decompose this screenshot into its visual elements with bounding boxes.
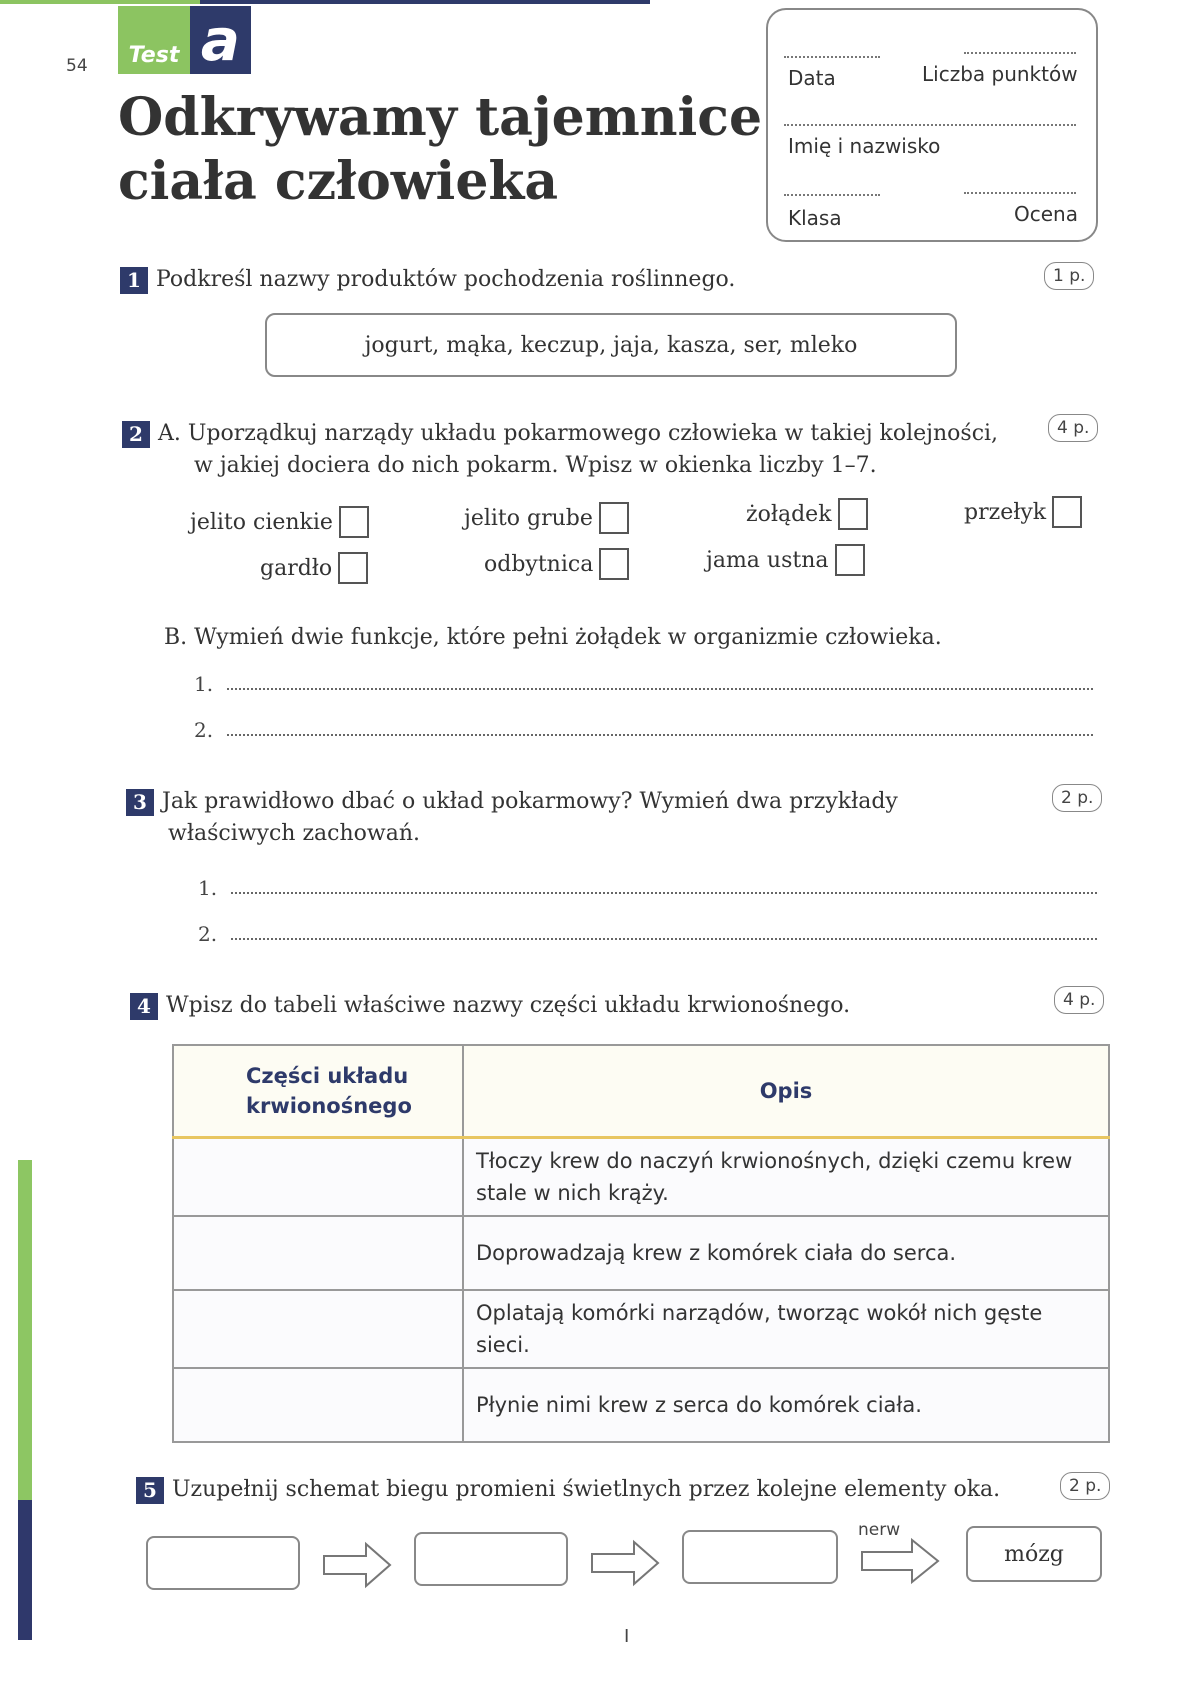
task-4-number: 4 [130,993,158,1020]
title-line-2: ciała człowieka [118,151,559,212]
title-line-1: Odkrywamy tajemnice [118,87,763,148]
task-2-answer-line[interactable] [194,718,1093,742]
answer-number: 2. [194,718,214,742]
class-label: Klasa [788,206,842,230]
circulatory-table [172,1044,1110,1443]
name-field[interactable] [784,124,1076,126]
grade-label: Ocena [1014,202,1078,226]
nerve-label: nerw [858,1520,901,1540]
answer-number: 1. [194,672,214,696]
organ-label: przełyk [964,499,1047,525]
task-5-text: Uzupełnij schemat biegu promieni świetlnych przez kolejne elementy oka. [172,1477,1001,1502]
points-field[interactable] [964,52,1076,54]
eye-element-box-1[interactable] [146,1536,300,1590]
table-description: Płynie nimi krew z serca do komórek ciała. [463,1368,1109,1442]
task-4-points: 4 p. [1054,986,1104,1014]
task-5-points: 2 p. [1060,1472,1110,1500]
task-3-text-1: Jak prawidłowo dbać o układ pokarmowy? Wymień dwa przykłady [162,789,898,814]
organ-label: odbytnica [484,551,594,577]
brain-label: mózg [1004,1541,1064,1567]
task-1-words: jogurt, mąka, keczup, jaja, kasza, ser, mleko [364,332,858,358]
task-5-number: 5 [136,1477,164,1504]
task-1-text: Podkreśl nazwy produktów pochodzenia roślinnego. [156,267,736,292]
task-1-instruction [120,264,735,296]
brain-box [966,1526,1102,1582]
table-row [173,1216,1109,1290]
table-header-row [173,1045,1109,1138]
table-row [173,1290,1109,1368]
answer-number: 1. [198,876,218,900]
organ-item [746,498,868,530]
task-4-instruction [130,990,850,1022]
top-green-rule [0,0,200,4]
task-2-points: 4 p. [1048,414,1098,442]
name-label: Imię i nazwisko [788,134,941,158]
test-badge [118,6,251,74]
table-description: Doprowadzają krew z komórek ciała do serca. [463,1216,1109,1290]
task-2-text-a-2: w jakiej dociera do nich pokarm. Wpisz w okienka liczby 1–7. [194,453,877,478]
task-3-answer-line[interactable] [198,876,1097,900]
task-3-points: 2 p. [1052,784,1102,812]
arrow-right-icon [322,1540,394,1590]
task-5-instruction [136,1474,1000,1506]
table-description: Tłoczy krew do naczyń krwionośnych, dzięki czemu krew stale w nich krąży. [463,1138,1109,1217]
organ-label: jelito grube [464,505,593,531]
task-3-instruction [126,786,898,850]
table-answer-cell[interactable] [173,1368,463,1442]
grade-field[interactable] [964,192,1076,194]
task-1-points: 1 p. [1044,262,1094,290]
organ-item [484,548,629,580]
order-input-box[interactable] [599,548,629,580]
task-3-text-2: właściwych zachowań. [168,821,421,846]
task-3-number: 3 [126,789,154,816]
table-answer-cell[interactable] [173,1216,463,1290]
task-2-answer-line[interactable] [194,672,1093,696]
task-4-text: Wpisz do tabeli właściwe nazwy części układu krwionośnego. [166,993,851,1018]
task-2-number: 2 [122,421,150,448]
organ-label: jama ustna [706,547,829,573]
table-description: Oplatają komórki narządów, tworząc wokół nich gęste sieci. [463,1290,1109,1368]
eye-element-box-2[interactable] [414,1532,568,1586]
answer-number: 2. [198,922,218,946]
organ-item [964,496,1082,528]
table-answer-cell[interactable] [173,1290,463,1368]
organ-item [190,506,369,538]
order-input-box[interactable] [1052,496,1082,528]
table-row [173,1368,1109,1442]
footer-mark: I [624,1626,630,1647]
task-1-number: 1 [120,267,148,294]
student-info-box [766,8,1098,242]
left-navy-bar [18,1500,32,1640]
organ-label: gardło [260,555,333,581]
table-row [173,1138,1109,1217]
task-1-word-box [265,313,957,377]
table-answer-cell[interactable] [173,1138,463,1217]
points-label: Liczba punktów [922,62,1078,86]
task-3-answer-line[interactable] [198,922,1097,946]
date-label: Data [788,66,836,90]
organ-item [260,552,368,584]
organ-item [464,502,629,534]
arrow-right-icon [590,1538,662,1588]
test-badge-word: Test [118,6,190,74]
order-input-box[interactable] [338,552,368,584]
task-2-part-b: B. Wymień dwie funkcje, które pełni żołądek w organizmie człowieka. [164,625,942,650]
task-2-text-a-1: A. Uporządkuj narządy układu pokarmowego człowieka w takiej kolejności, [158,421,999,446]
organ-item [706,544,865,576]
test-badge-variant: a [190,6,251,74]
page-title [118,86,762,214]
date-field[interactable] [784,56,880,58]
task-2-instruction [122,418,998,482]
left-green-bar [18,1160,32,1500]
arrow-right-icon [860,1536,942,1586]
order-input-box[interactable] [599,502,629,534]
organ-label: jelito cienkie [190,509,333,535]
top-navy-rule [200,0,650,4]
order-input-box[interactable] [838,498,868,530]
table-header-description: Opis [463,1045,1109,1138]
organ-label: żołądek [746,501,832,527]
page-number: 54 [66,56,88,76]
order-input-box[interactable] [835,544,865,576]
order-input-box[interactable] [339,506,369,538]
class-field[interactable] [784,194,880,196]
eye-element-box-3[interactable] [682,1530,838,1584]
table-header-parts: Części układu krwionośnego [173,1045,463,1138]
